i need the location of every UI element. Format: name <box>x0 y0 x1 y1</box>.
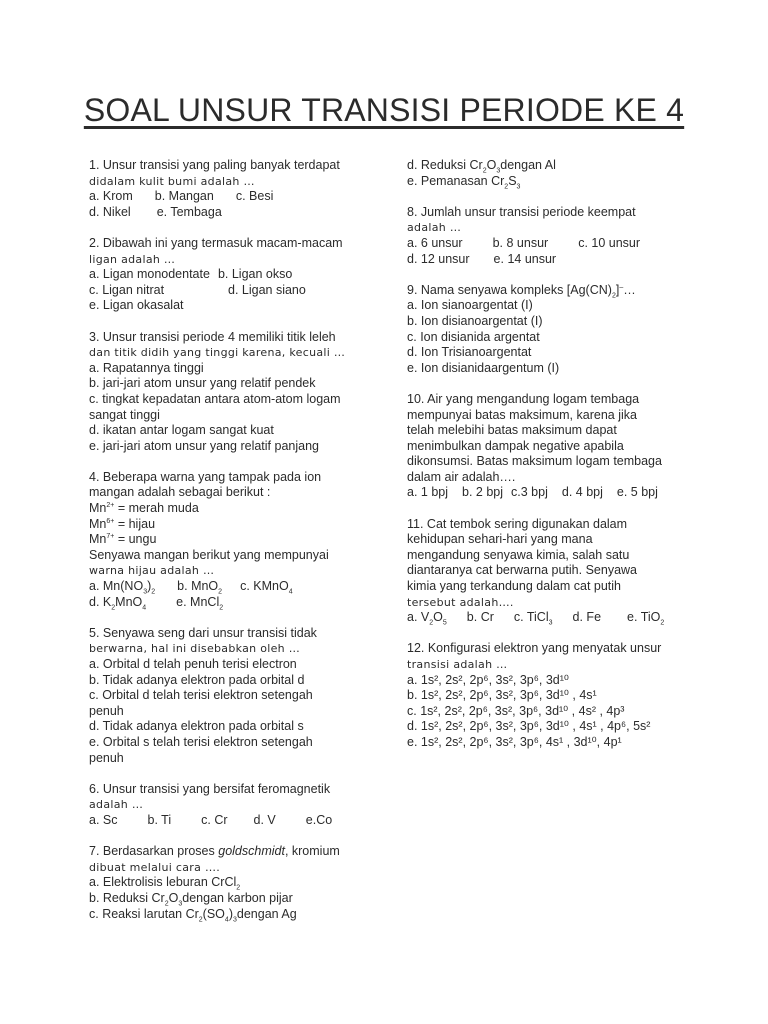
q1-option-b: b. Mangan <box>154 189 214 204</box>
question-5-stem-line-2: berwarna, hal ini disebabkan oleh … <box>89 642 301 656</box>
question-7-stem-line-1: 7. Berdasarkan proses goldschmidt, kromium <box>89 844 340 859</box>
question-8-stem-line-2: adalah … <box>407 221 462 235</box>
q8-option-e: e. 14 unsur <box>493 251 557 266</box>
q9-option-e: e. Ion disianidaargentum (I) <box>407 360 560 375</box>
q3-option-e: e. jari-jari atom unsur yang relatif panjang <box>89 438 319 453</box>
q11-option-d: d. Fe <box>572 610 602 625</box>
question-10-line-3: telah melebihi batas maksimum dapat <box>407 423 617 438</box>
q3-option-c: c. tingkat kepadatan antara atom-atom logam sangat tinggi <box>89 391 341 422</box>
question-12-stem-line-1: 12. Konfigurasi elektron yang menyatak unsur <box>407 641 662 656</box>
question-4-options-row-2 <box>89 595 379 611</box>
q5-option-b: b. Tidak adanya elektron pada orbital d <box>89 672 305 687</box>
question-1-options-row-1 <box>89 189 379 205</box>
question-11-options-row <box>407 610 697 626</box>
q11-option-e: e. TiO$_2$ <box>627 610 665 627</box>
q8-option-a: a. 6 unsur <box>407 235 463 250</box>
q5-option-c: c. Orbital d telah terisi elektron setengah penuh <box>89 688 313 718</box>
question-10 <box>407 392 697 501</box>
q6-option-a: a. Sc <box>89 812 118 827</box>
question-7-stem-line-2: dibuat melalui cara …. <box>89 860 221 874</box>
question-1 <box>89 158 379 220</box>
question-4-stem-line-1: 4. Beberapa warna yang tampak pada ion <box>89 469 322 484</box>
question-4-stem-line-3: Senyawa mangan berikut yang mempunyai <box>89 547 329 562</box>
question-11-line-2: kehidupan sehari-hari yang mana <box>407 532 593 547</box>
q6-option-e: e.Co <box>305 812 333 827</box>
question-11-line-6: tersebut adalah…. <box>407 595 514 609</box>
question-8 <box>407 205 697 267</box>
question-1-stem-line-1: 1. Unsur transisi yang paling banyak terdapat <box>89 158 340 172</box>
question-11-line-4: diantaranya cat berwarna putih. Senyawa <box>407 563 638 578</box>
q4-option-b: b. MnO$_2$ <box>177 579 223 596</box>
q11-option-b: b. Cr <box>466 610 494 625</box>
q5-option-e: e. Orbital s telah terisi elektron setengah penuh <box>89 734 313 765</box>
question-8-options-row-1 <box>407 236 697 252</box>
q8-option-c: c. 10 unsur <box>578 235 641 250</box>
mn-ion-line-3: $Mn^{7+}$ = ungu <box>89 532 157 547</box>
question-12 <box>407 641 697 750</box>
question-11-line-1: 11. Cat tembok sering digunakan dalam <box>407 516 628 531</box>
q1-option-d: d. Nikel <box>89 204 131 219</box>
q7-option-a: a. Elektrolisis leburan CrCl$_2$ <box>89 875 241 892</box>
q10-option-d: d. 4 bpj <box>561 485 603 500</box>
q7-option-b: b. Reduksi $Cr_2O_3dengan$ karbon pijar <box>89 890 293 908</box>
question-8-stem-line-1: 8. Jumlah unsur transisi periode keempat <box>407 204 636 219</box>
question-4-stem-line-2: mangan adalah sebagai berikut : <box>89 485 271 500</box>
q9-option-d: d. Ion Trisianoargentat <box>407 345 532 360</box>
question-10-line-1: 10. Air yang mengandung logam tembaga <box>407 391 640 406</box>
question-4-stem-line-4: warna hijau adalah … <box>89 564 215 578</box>
question-9-stem: 9. Nama senyawa kompleks $[Ag(CN)_2]^-\dots$ <box>407 282 636 300</box>
question-3-stem-line-2: dan titik didih yang tinggi karena, kecuali … <box>89 346 346 360</box>
question-3 <box>89 330 379 455</box>
page-title: SOAL UNSUR TRANSISI PERIODE KE 4 <box>83 92 685 128</box>
question-12-stem-line-2: transisi adalah … <box>407 658 508 671</box>
question-8-options-row-2 <box>407 252 697 268</box>
q1-option-c: c. Besi <box>235 189 274 204</box>
q3-option-d: d. ikatan antar logam sangat kuat <box>89 423 274 438</box>
q8-option-b: b. 8 unsur <box>492 235 549 250</box>
question-4-options-row-1 <box>89 579 379 595</box>
q2-option-e: e. Ligan okasalat <box>89 298 184 313</box>
q12-option-a: a. 1s², 2s², 2p⁶, 3s², 3p⁶, 3d¹⁰ <box>407 672 569 687</box>
q9-option-a: a. Ion sianoargentat (I) <box>407 298 533 313</box>
q3-option-a: a. Rapatannya tinggi <box>89 360 204 375</box>
q3-option-b: b. jari-jari atom unsur yang relatif pendek <box>89 376 316 391</box>
q6-option-b: b. Ti <box>147 812 172 827</box>
question-2 <box>89 236 379 314</box>
question-1-stem-line-2: didalam kulit bumi adalah … <box>89 174 255 188</box>
q9-option-b: b. Ion disianoargentat (I) <box>407 313 543 328</box>
q7-option-d: d. Reduksi $Cr_2O_3dengan$ Al <box>407 158 556 175</box>
q4-option-d: d. $K_2MnO_4$ <box>89 594 147 612</box>
q9-option-c: c. Ion disianida argentat <box>407 329 540 344</box>
q7-option-e: e. Pemanasan $Cr_2S_3$ <box>407 173 521 191</box>
q10-option-c: c.3 bpj <box>511 485 548 500</box>
question-10-line-5: dikonsumsi. Batas maksimum logam tembaga <box>407 454 662 469</box>
question-2-options-row-2 <box>89 283 379 299</box>
question-2-options-row-1 <box>89 267 379 283</box>
question-6 <box>89 782 379 829</box>
q1-option-e: e. Tembaga <box>156 204 222 219</box>
question-11-line-3: mengandung senyawa kimia, salah satu <box>407 547 630 562</box>
question-5-stem-line-1: 5. Senyawa seng dari unsur transisi tidak <box>89 625 317 640</box>
question-10-options-row <box>407 485 697 501</box>
q5-option-d: d. Tidak adanya elektron pada orbital s <box>89 719 304 734</box>
question-10-line-6: dalam air adalah…. <box>407 469 516 484</box>
question-6-options-row <box>89 813 379 829</box>
question-5 <box>89 626 379 766</box>
question-10-line-4: menimbulkan dampak negative apabila <box>407 438 624 453</box>
question-3-stem-line-1: 3. Unsur transisi periode 4 memiliki titik leleh <box>89 329 336 344</box>
q2-option-d: d. Ligan siano <box>228 282 306 297</box>
q4-option-a: a. $Mn(NO_3)_2$ <box>89 579 156 596</box>
right-column <box>407 158 697 766</box>
q1-option-a: a. Krom <box>89 189 133 204</box>
question-10-line-2: mempunyai batas maksimum, karena jika <box>407 407 637 422</box>
q2-option-a: a. Ligan monodentate <box>89 267 210 282</box>
mn-ion-line-2: $Mn^{6+}$ = hijau <box>89 516 156 531</box>
q5-option-a: a. Orbital d telah penuh terisi electron <box>89 657 297 671</box>
q6-option-c: c. Cr <box>201 812 228 827</box>
left-column <box>89 158 379 938</box>
q12-option-e: e. 1s², 2s², 2p⁶, 3s², 3p⁶, 4s¹ , 3d¹⁰, 4p¹ <box>407 734 622 749</box>
q10-option-a: a. 1 bpj <box>407 485 449 500</box>
question-7 <box>89 844 379 922</box>
question-4 <box>89 470 379 610</box>
q11-option-c: c. TiCl$_3$ <box>513 610 553 627</box>
question-6-stem-line-1: 6. Unsur transisi yang bersifat feromagnetik <box>89 781 331 796</box>
q11-option-a: a. $V_2O_5$ <box>407 610 447 627</box>
q4-option-c: c. KMnO$_4$ <box>240 579 293 596</box>
q12-option-d: d. 1s², 2s², 2p⁶, 3s², 3p⁶, 3d¹⁰ , 4s¹ , 4p⁶, 5s² <box>407 719 651 734</box>
q12-option-c: c. 1s², 2s², 2p⁶, 3s², 3p⁶, 3d¹⁰ , 4s² , 4p³ <box>407 703 625 718</box>
question-2-stem-line-2: ligan adalah … <box>89 252 176 266</box>
q4-option-e: e. MnCl$_2$ <box>176 594 224 612</box>
question-11-line-5: kimia yang terkandung dalam cat putih <box>407 579 622 594</box>
question-7-continued <box>407 158 697 189</box>
mn-ion-line-1: $Mn^{2+}$ = merah muda <box>89 501 199 516</box>
q2-option-c: c. Ligan nitrat <box>89 282 165 297</box>
q2-option-b: b. Ligan okso <box>217 267 293 282</box>
q8-option-d: d. 12 unsur <box>407 251 470 266</box>
q6-option-d: d. V <box>253 812 276 827</box>
question-11 <box>407 517 697 626</box>
question-9 <box>407 283 697 377</box>
q10-option-b: b. 2 bpj <box>462 485 504 500</box>
q7-option-c: c. Reaksi larutan $Cr_2(SO_4)_3dengan$ Ag <box>89 906 297 923</box>
q12-option-b: b. 1s², 2s², 2p⁶, 3s², 3p⁶, 3d¹⁰ , 4s¹ <box>407 688 597 703</box>
question-1-options-row-2 <box>89 205 379 221</box>
q10-option-e: e. 5 bpj <box>616 485 658 500</box>
question-6-stem-line-2: adalah … <box>89 798 144 812</box>
question-2-stem-line-1: 2. Dibawah ini yang termasuk macam-macam <box>89 235 343 250</box>
